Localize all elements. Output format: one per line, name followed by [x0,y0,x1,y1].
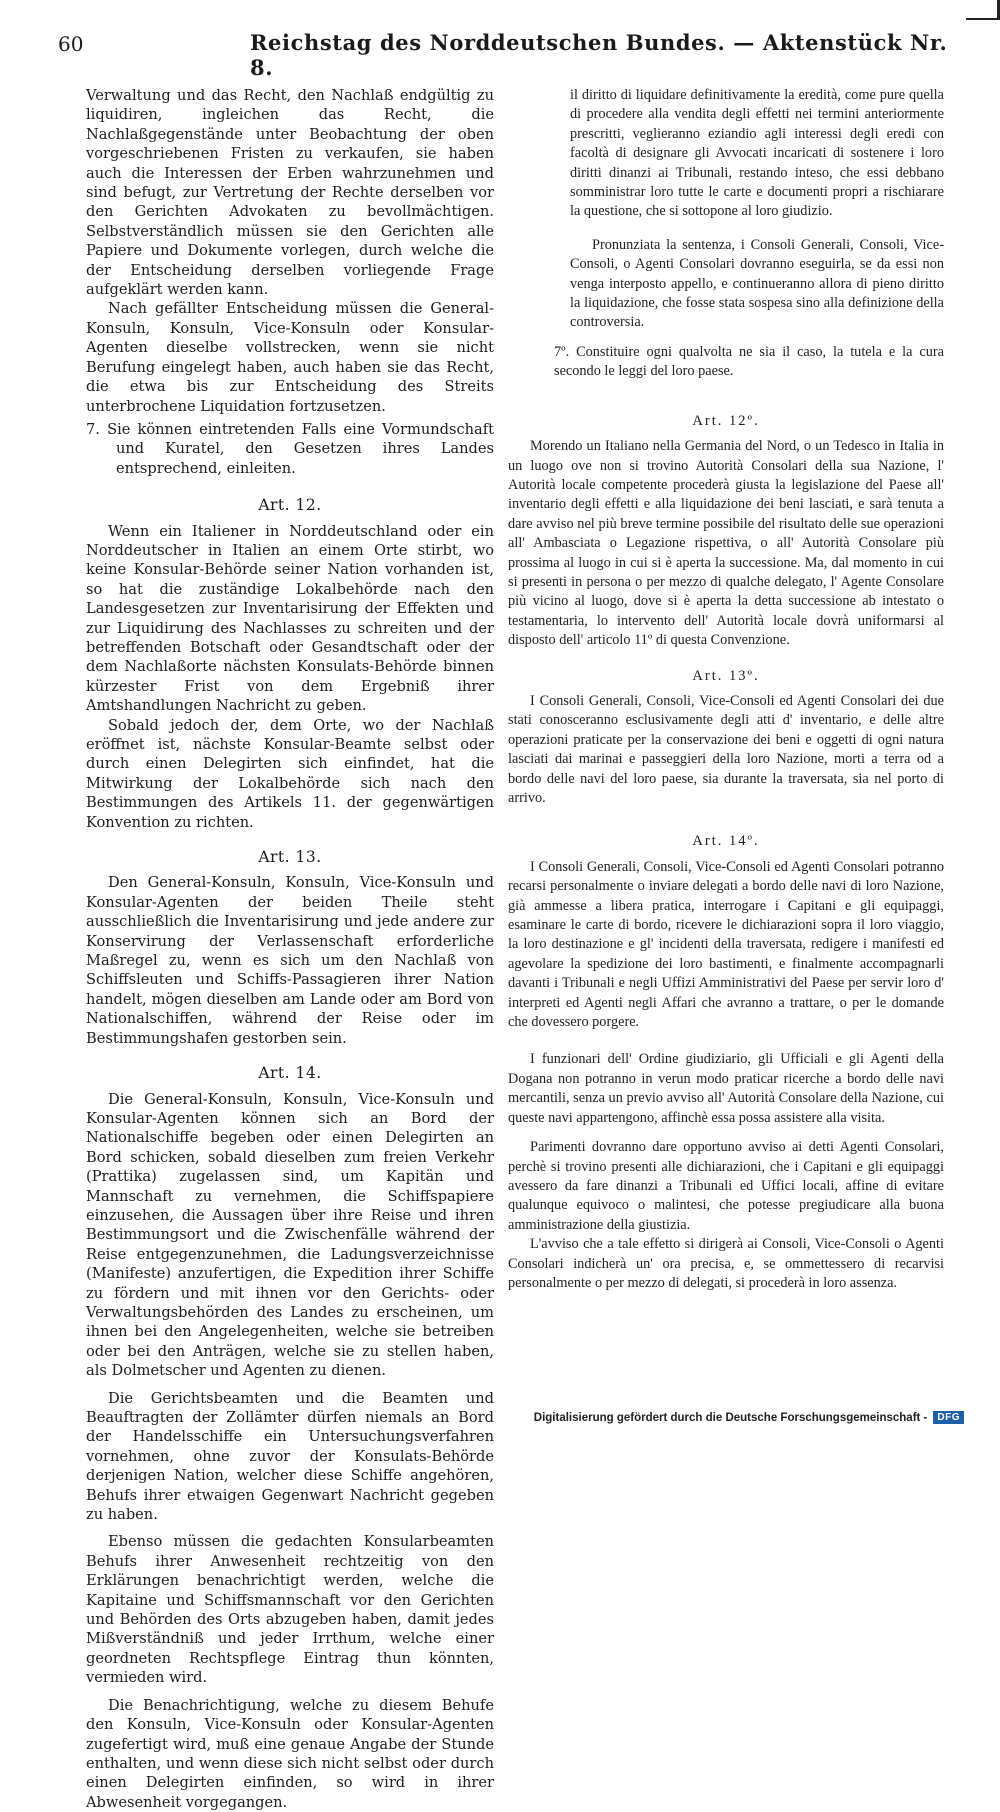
italian-article-heading: Art. 14º. [692,833,760,850]
german-paragraph: Die General-Konsuln, Konsuln, Vice-Konsuln und Konsular-Agenten können sich an Bord der Nationalschiffe begeben oder einen Delegirten an Bord schicken, sobald dieselben zum freien Verkehr (Prattika) zugelassen sind, um Kapitän und Mannschaft zu vernehmen, die Schiffspapiere einzusehen, die Aussagen über ihre Reise und ihren Bestimmungsort und die Zwischenfälle während der Reise entgegenzunehmen, die Ladungsverzeichnisse (Manifeste) anzufertigen, die Expedition ihrer Schiffe zu fördern und mit ihnen vor den Gerichts- oder Verwaltungsbehörden des Landes zu erscheinen, um ihnen bei den Angelegenheiten, welche sie betreiben oder bei den Anträgen, welche sie zu stellen haben, als Dolmetscher und Agenten zu dienen. [86,1090,494,1380]
running-title: Reichstag des Norddeutschen Bundes. — Aktenstück Nr. 8. [250,30,948,80]
page-number: 60 [58,32,84,56]
italian-paragraph: Morendo un Italiano nella Germania del Nord, o un Tedesco in Italia in un luogo ove non si trovino Autorità Consolari della sua Nazione, l' Autorità locale competente procederà giusta la legislazione del Paese all' inventario degli effetti e alla liquidazione dei beni lasciati, e sarà tenuta a dare avviso nel più breve termine possibile del risultato delle sue operazioni all' Ambasciata o Legazione rispettiva, o all' Autorità Consolare più prossima al luogo in cui si è aperta la successione. Ma, dal momento in cui si presenti in persona o per mezzo di qualche delegato, l' Agente Consolare più vicino al luogo, dove si è aperta la detta successione ab intestato o testamentaria, lo intervento dell' Autorità locale dovrà uniformarsi al disposto dell' articolo 11º di questa Convenzione. [508,438,944,649]
italian-paragraph: I funzionari dell' Ordine giudiziario, gli Ufficiali e gli Agenti della Dogana non potranno in verun modo praticar ricerche a bordo delle navi mercantili, senza un previo avviso all' Autorità Consolare della Nazione, cui queste navi appartengono, affinchè essa possa assistere alla visita. [508,1051,944,1126]
german-paragraph: Nach gefällter Entscheidung müssen die General-Konsuln, Konsuln, Vice-Konsuln oder Konsular-Agenten dieselbe vollstrecken, wenn sie nicht Berufung eingelegt haben, auch haben sie das Recht, die etwa bis zur Entscheidung des Streits unterbrochene Liquidation fortzusetzen. [86,300,494,415]
italian-article-heading: Art. 12º. [692,412,760,429]
italian-paragraph: Pronunziata la sentenza, i Consoli Generali, Consoli, Vice-Consoli, o Agenti Consolari dovranno eseguirla, se da essi non venga interposto appello, e continueranno allora di pieno diritto la liquidazione, che fosse stata sospesa sino alla definizione della controversia. [570,236,944,331]
german-paragraph: Die Gerichtsbeamten und die Beamten und Beauftragten der Zollämter dürfen niemals an Bord der Handelsschiffe ein Untersuchungsverfahren vornehmen, ohne zuvor der Konsulats-Behörde derjenigen Nation, welcher diese Schiffe angehören, Behufs ihrer etwaigen Gegenwart Nachricht gegeben zu haben. [86,1389,494,1524]
italian-article-heading: Art. 13º. [692,667,760,684]
dfg-logo: DFG [933,1411,964,1424]
german-article-heading: Art. 12. [258,496,322,515]
italian-column [508,86,944,1293]
italian-paragraph: L'avviso che a tale effetto si dirigerà ai Consoli, Vice-Consoli o Agenti Consolari indicherà un' ora precisa, e, se ommettessero di recarvisi personalmente o per mezzo di delegati, si procederà in loro assenza. [508,1236,944,1291]
german-paragraph: Die Benachrichtigung, welche zu diesem Behufe den Konsuln, Vice-Konsuln oder Konsular-Agenten zugefertigt wird, muß eine genaue Angabe der Stunde enthalten, und wenn diese sich nicht selbst oder durch einen Delegirten einfinden, so wird in ihrer Abwesenheit vorgegangen. [86,1696,494,1811]
german-article-heading: Art. 13. [258,848,322,867]
german-paragraph: Ebenso müssen die gedachten Konsularbeamten Behufs ihrer Anwesenheit rechtzeitig von den Erklärungen benachrichtigt werden, welche die Kapitaine und Schiffsmannschaft vor den Gerichten und Behörden des Orts abzugeben haben, damit jedes Mißverständniß und jeder Irrthum, welche einer geordneten Rechtspflege Eintrag thun könnten, vermieden wird. [86,1533,494,1687]
italian-paragraph: Parimenti dovranno dare opportuno avviso ai detti Agenti Consolari, perchè si trovino presenti alle dichiarazioni, che i Capitani e gli equipaggi avessero da fare dinanzi a Tribunali ed Uffici locali, affine di evitare qualunque equivoco o malintesi, che potesse pregiudicare alla buona amministrazione della giustizia. [508,1139,944,1233]
italian-list-item: 7º. Constituire ogni qualvolta ne sia il caso, la tutela e la cura secondo le leggi del loro paese. [554,343,944,380]
german-paragraph: Sobald jedoch der, dem Orte, wo der Nachlaß eröffnet ist, nächste Konsular-Beamte selbst oder durch einen Delegirten sich einfindet, hat die Mitwirkung der Lokalbehörde sich nach den Bestimmungen des Artikels 11. der gegenwärtigen Konvention zu richten. [86,716,494,831]
credit-text: Digitalisierung gefördert durch die Deutsche Forschungsgemeinschaft - [533,1411,928,1424]
digitization-credit [534,1411,964,1424]
german-article-heading: Art. 14. [258,1064,322,1083]
page-corner-mark [966,0,1000,20]
german-paragraph: Verwaltung und das Recht, den Nachlaß endgültig zu liquidiren, ingleichen das Recht, die Nachlaßgegenstände unter Beobachtung der oben vorgeschriebenen Fristen zu verkaufen, sie haben auch die Interessen der Erben wahrzunehmen und sind befugt, zur Vertretung der Rechte derselben vor den Gerichten Advokaten zu bevollmächtigen. Selbstverständlich müssen sie den Gerichten alle Papiere und Dokumente vorlegen, durch welche die der Entscheidung derselben vorliegende Frage aufgeklärt werden kann. [86,87,494,299]
german-paragraph: Wenn ein Italiener in Norddeutschland oder ein Norddeutscher in Italien an einem Orte stirbt, wo keine Konsular-Behörde seiner Nation vorhanden ist, so hat die zuständige Lokalbehörde nach den Landesgesetzen zur Inventarisirung der Effekten und zur Liquidirung des Nachlasses zu schreiten und der betreffenden Botschaft oder Gesandtschaft oder der dem Nachlaßorte nächsten Konsulats-Behörde binnen kürzester Frist von dem Ergebniß ihrer Amtshandlungen Nachricht zu geben. [86,522,494,715]
german-column [86,86,494,1812]
italian-paragraph: il diritto di liquidare definitivamente la eredità, come pure quella di procedere alla vendita degli effetti nei termini anteriormente prescritti, veglieranno eziandio agli interessi degli eredi con facoltà di designare gli Avvocati incaricati di sostenere i loro diritti dinanzi ai Tribunali, restando inteso, che essi debbano somministrar loro tutte le carte e documenti propri a rischiarare la questione, che si sottopone al loro giudizio. [570,87,944,220]
italian-paragraph: I Consoli Generali, Consoli, Vice-Consoli ed Agenti Consolari potranno recarsi personalmente o inviare delegati a bordo delle navi di loro Nazione, già ammesse a libera pratica, interrogare i Capitani e gli equipaggi, esaminare le carte di bordo, ricevere le dichiarazioni sopra il loro viaggio, la loro destinazione e gl' incidenti della traversata, redigere i manifesti ed agevolare la spedizione dei loro bastimenti, e finalmente accompagnarli davanti i Tribunali e negli Uffizi Amministrativi del Paese per servir loro d' interpreti ed Agenti negli Affari che avranno a trattare, o per le domande che dovessero porgere. [508,858,944,1031]
italian-paragraph: I Consoli Generali, Consoli, Vice-Consoli ed Agenti Consolari dei due stati conosceranno esclusivamente degli atti d' inventario, e delle altre operazioni praticate per la conservazione dei beni e oggetti di ogni natura lasciati dai marinai e passeggieri della loro Nazione, morti a terra od a bordo delle navi del loro paese, sia durante la traversata, sia nel porto di arrivo. [508,692,944,806]
german-paragraph: Den General-Konsuln, Konsuln, Vice-Konsuln und Konsular-Agenten der beiden Theile steht ausschließlich die Inventarisirung und jede andere zur Konservirung der Verlassenschaft erforderliche Maßregel zu, wenn es sich um den Nachlaß von Schiffsleuten und Schiffs-Passagieren ihrer Nation handelt, mögen dieselben am Lande oder am Bord von Nationalschiffen, während der Reise oder im Bestimmungshafen gestorben sein. [86,874,494,1047]
german-list-item: 7. Sie können eintretenden Falls eine Vormundschaft und Kuratel, den Gesetzen ihres Landes entsprechend, einleiten. [86,420,494,477]
